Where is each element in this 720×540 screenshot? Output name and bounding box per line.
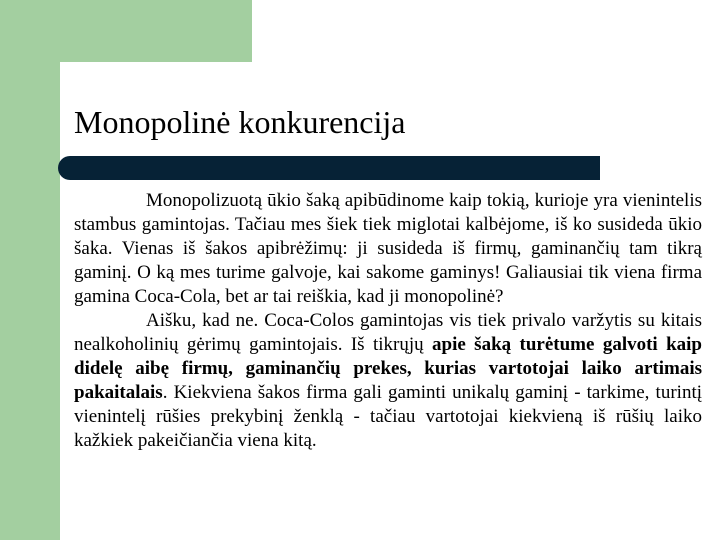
slide-title: Monopolinė konkurencija bbox=[74, 104, 406, 140]
paragraph-2 bbox=[74, 309, 702, 453]
paragraph-2-outro: . Kiekviena šakos firma gali gaminti unikalų gaminį - tarkime, turintį vienintelį rūšies prekybinį ženklą - tačiau vartotojai kiekvieną iš rūšių laiko kažkiek pakeičiančia viena kitą. bbox=[74, 382, 702, 451]
title-underline-bar bbox=[58, 156, 600, 180]
decorative-green-block bbox=[0, 0, 252, 62]
decorative-green-strip bbox=[0, 0, 60, 540]
slide-body bbox=[74, 189, 702, 453]
paragraph-2-bold: apie šaką turėtume galvoti kaip didelę aibę firmų, gaminančių prekes, kurias vartotojai laiko artimais pakaitalais bbox=[74, 334, 703, 403]
paragraph-2-intro: Aišku, kad ne. Coca-Colos gamintojas vis tiek privalo varžytis su kitais nealkoholinių gėrimų gamintojais. Iš tikrųjų bbox=[74, 310, 702, 355]
paragraph-1: Monopolizuotą ūkio šaką apibūdinome kaip tokią, kurioje yra vienintelis stambus gamintojas. Tačiau mes šiek tiek miglotai kalbėjome, iš ko susideda ūkio šaka. Vienas iš šakos apibrėžimų: ji susideda iš firmų, gaminančių tam tikrą gaminį. O ką mes turime galvoje, kai sakome gaminys! Galiausiai tik viena firma gamina Coca-Cola, bet ar tai reiškia, kad ji monopolinė? bbox=[74, 190, 702, 307]
